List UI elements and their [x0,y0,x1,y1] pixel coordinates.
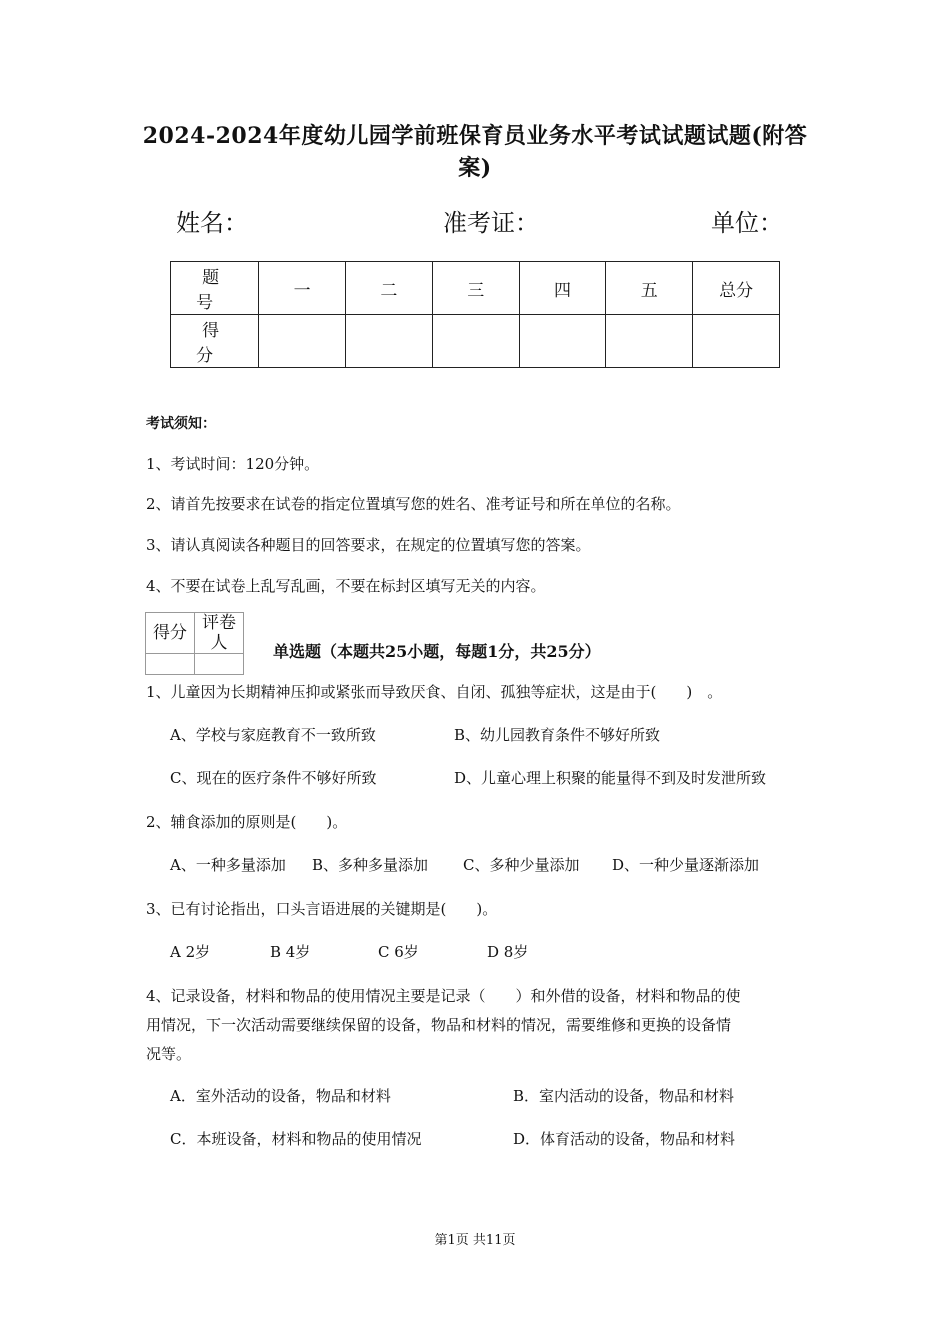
notice-item: 4、不要在试卷上乱写乱画，不要在标封区填写无关的内容。 [146,577,546,595]
question-4-text-line: 况等。 [146,1045,192,1063]
score-cell[interactable] [606,315,693,368]
question-1-option-a[interactable]: A、学校与家庭教育不一致所致 [170,726,376,744]
unit-field-label: 单位： [711,209,783,237]
question-4-option-a[interactable]: A．室外活动的设备，物品和材料 [170,1087,391,1105]
score-table-row-label: 得分 [171,315,259,368]
grader-reviewer-label: 评卷人 [195,613,244,654]
grader-score-label: 得分 [146,613,195,654]
score-table-header-cell: 题号 [171,262,259,315]
exam-number-field-label: 准考证： [443,209,539,237]
question-3-option-c[interactable]: C 6岁 [378,943,419,961]
notice-item: 1、考试时间：120分钟。 [146,455,320,473]
question-1-option-d[interactable]: D、儿童心理上积聚的能量得不到及时发泄所致 [454,769,767,787]
score-table [170,261,780,368]
question-1-text: 1、儿童因为长期精神压抑或紧张而导致厌食、自闭、孤独等症状，这是由于( ) 。 [146,683,723,701]
notice-item: 3、请认真阅读各种题目的回答要求，在规定的位置填写您的答案。 [146,536,591,554]
grader-table [145,612,244,675]
question-4-option-b[interactable]: B．室内活动的设备，物品和材料 [513,1087,735,1105]
question-4-text-line: 用情况，下一次活动需要继续保留的设备，物品和材料的情况，需要维修和更换的设备情 [146,1016,732,1034]
score-table-header-cell: 一 [259,262,346,315]
question-2-option-b[interactable]: B、多种多量添加 [312,856,429,874]
score-table-header-cell: 四 [519,262,606,315]
question-2-option-a[interactable]: A、一种多量添加 [170,856,286,874]
question-2-text: 2、辅食添加的原则是( )。 [146,813,348,831]
score-cell[interactable] [519,315,606,368]
question-3-option-b[interactable]: B 4岁 [270,943,311,961]
exam-title-line1: 2024-2024年度幼儿园学前班保育员业务水平考试试题试题(附答 [142,123,808,149]
question-2-option-c[interactable]: C、多种少量添加 [463,856,580,874]
score-table-header-row [171,262,780,315]
notice-title: 考试须知： [146,416,216,432]
question-3-option-d[interactable]: D 8岁 [487,943,529,961]
question-1-option-b[interactable]: B、幼儿园教育条件不够好所致 [454,726,661,744]
question-1-option-c[interactable]: C、现在的医疗条件不够好所致 [170,769,377,787]
name-field-label: 姓名： [176,209,248,237]
score-table-header-cell: 总分 [693,262,780,315]
exam-title-line2: 案) [458,155,492,181]
section-title: 单选题（本题共25小题，每题1分，共25分） [273,642,601,661]
score-table-score-row [171,315,780,368]
exam-title [110,120,840,184]
score-cell[interactable] [693,315,780,368]
score-table-header-cell: 五 [606,262,693,315]
question-4-option-d[interactable]: D．体育活动的设备，物品和材料 [513,1130,736,1148]
score-cell[interactable] [346,315,433,368]
question-2-option-d[interactable]: D、一种少量逐渐添加 [612,856,760,874]
score-table-header-cell: 二 [346,262,433,315]
page-footer: 第1页 共11页 [434,1233,516,1248]
question-3-text: 3、已有讨论指出，口头言语进展的关键期是( )。 [146,900,498,918]
score-table-header-cell: 三 [432,262,519,315]
question-4-option-c[interactable]: C．本班设备，材料和物品的使用情况 [170,1130,422,1148]
grader-score-cell[interactable] [146,654,195,675]
grader-reviewer-cell[interactable] [195,654,244,675]
question-4-text-line: 4、记录设备，材料和物品的使用情况主要是记录（ ）和外借的设备，材料和物品的使 [146,987,741,1005]
notice-item: 2、请首先按要求在试卷的指定位置填写您的姓名、准考证号和所在单位的名称。 [146,495,681,513]
score-cell[interactable] [259,315,346,368]
score-cell[interactable] [432,315,519,368]
question-3-option-a[interactable]: A 2岁 [170,943,211,961]
